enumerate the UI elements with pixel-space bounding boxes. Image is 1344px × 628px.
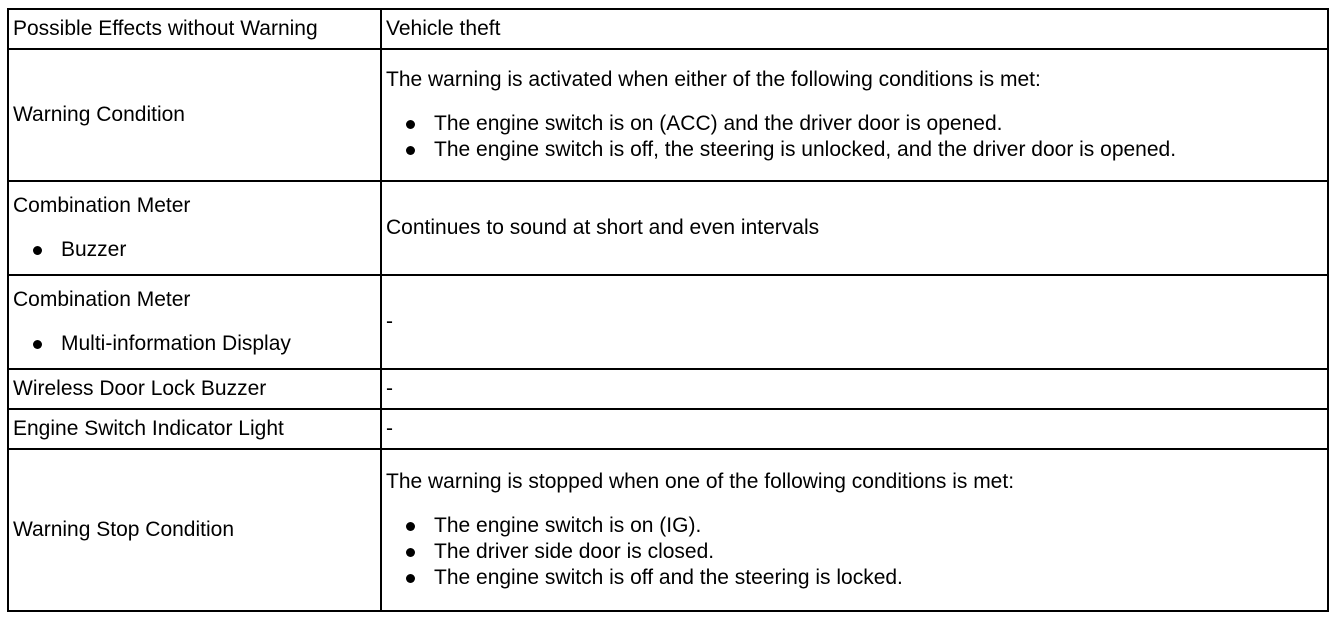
sublabel-list (13, 237, 376, 263)
row-value (381, 49, 1328, 181)
list-item: The driver side door is closed. (386, 539, 1323, 565)
stop-condition-list (386, 513, 1323, 591)
list-item: Multi-information Display (13, 331, 376, 357)
row-value (381, 449, 1328, 611)
row-label (8, 275, 381, 369)
warning-spec-table (7, 8, 1329, 612)
table-row (8, 449, 1328, 611)
condition-list (386, 111, 1323, 163)
list-item: Buzzer (13, 237, 376, 263)
row-value: Continues to sound at short and even intervals (381, 181, 1328, 275)
row-value: - (381, 409, 1328, 449)
list-item: The engine switch is on (IG). (386, 513, 1323, 539)
row-value: - (381, 369, 1328, 409)
table-row (8, 181, 1328, 275)
row-label-text: Combination Meter (13, 288, 191, 311)
row-label: Possible Effects without Warning (8, 9, 381, 49)
row-label: Engine Switch Indicator Light (8, 409, 381, 449)
sublabel-list (13, 331, 376, 357)
table-row (8, 9, 1328, 49)
list-item: The engine switch is off, the steering is unlocked, and the driver door is opened. (386, 137, 1323, 163)
list-item: The engine switch is on (ACC) and the driver door is opened. (386, 111, 1323, 137)
row-label: Wireless Door Lock Buzzer (8, 369, 381, 409)
row-value: - (381, 275, 1328, 369)
table-row (8, 409, 1328, 449)
row-label-text: Combination Meter (13, 194, 191, 217)
list-item: The engine switch is off and the steering is locked. (386, 565, 1323, 591)
row-label: Warning Stop Condition (8, 449, 381, 611)
row-value: Vehicle theft (381, 9, 1328, 49)
table-row (8, 369, 1328, 409)
row-label (8, 181, 381, 275)
row-label: Warning Condition (8, 49, 381, 181)
condition-lead-text: The warning is activated when either of the following conditions is met: (386, 68, 1041, 91)
table-row (8, 49, 1328, 181)
stop-lead-text: The warning is stopped when one of the following conditions is met: (386, 470, 1015, 493)
table-row (8, 275, 1328, 369)
